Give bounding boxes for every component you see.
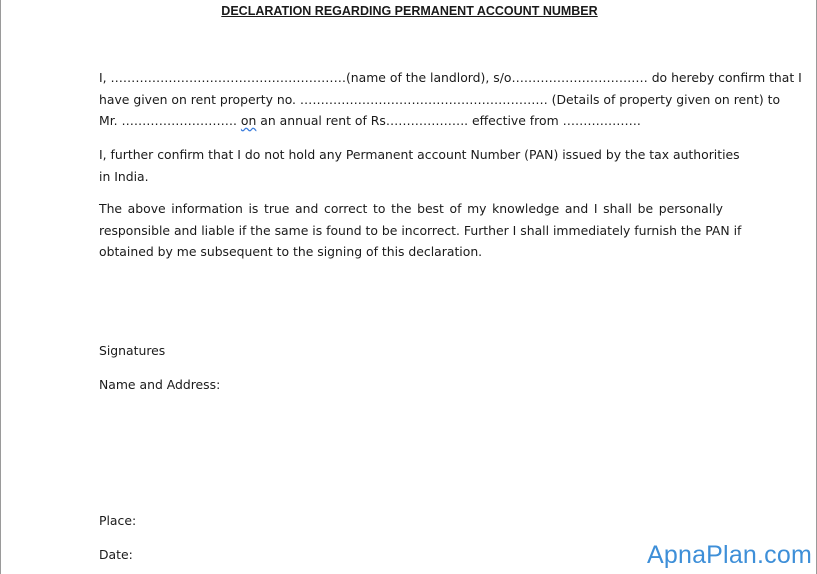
- spellcheck-word: on: [240, 113, 257, 128]
- paragraph-text: an annual rent of Rs……………….. effective from ……………….: [256, 113, 641, 128]
- paragraph-line: responsible and liable if the same is found to be incorrect. Further I shall immediately furnish the PAN if: [99, 222, 742, 238]
- paragraph-line: in India.: [99, 168, 149, 184]
- document-title: DECLARATION REGARDING PERMANENT ACCOUNT NUMBER: [221, 4, 598, 18]
- paragraph-line: have given on rent property no. …………………………………………………… (Details of property given on rent) to: [99, 91, 781, 107]
- paragraph-line: obtained by me subsequent to the signing of this declaration.: [99, 244, 483, 259]
- paragraph-landlord-details: [99, 67, 802, 132]
- watermark-logo: ApnaPlan.com: [647, 541, 812, 569]
- paragraph-line: I, …………………………………………………(name of the landlord), s/o…………………………… do hereby confirm that I: [99, 70, 802, 85]
- paragraph-line: [99, 110, 723, 132]
- place-label: Place:: [99, 513, 137, 528]
- paragraph-information-true: [99, 198, 742, 263]
- name-address-label: Name and Address:: [99, 377, 221, 392]
- paragraph-text: Mr. ……………………….: [99, 113, 241, 128]
- signatures-label: Signatures: [99, 343, 166, 358]
- paragraph-line: The above information is true and correct to the best of my knowledge and I shall be personally: [99, 201, 723, 216]
- paragraph-pan-confirmation: [99, 144, 740, 187]
- paragraph-line: I, further confirm that I do not hold any Permanent account Number (PAN) issued by the tax authorities: [99, 147, 740, 162]
- date-label: Date:: [99, 547, 133, 562]
